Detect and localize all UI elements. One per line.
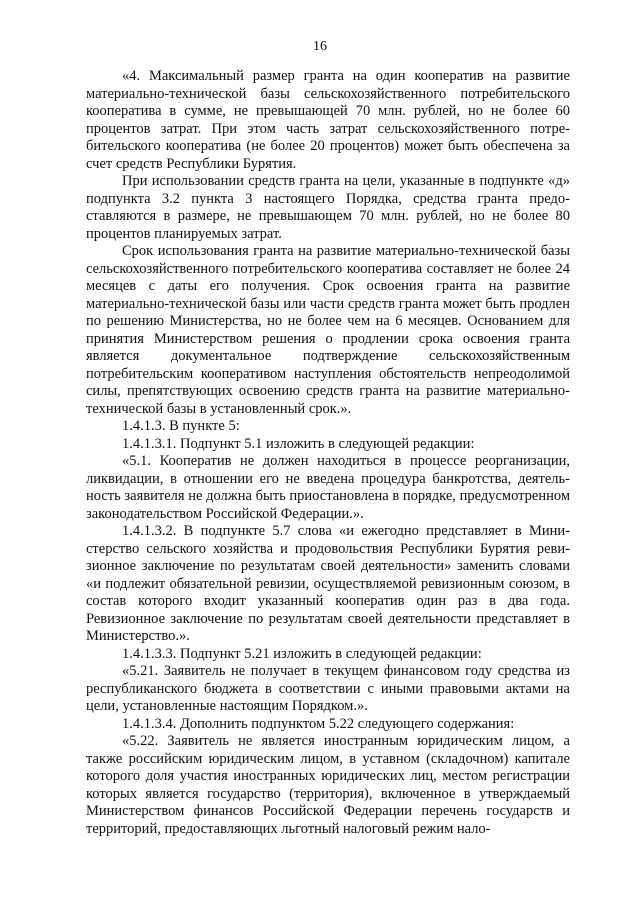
paragraph-item-1-4-1-3-1: 1.4.1.3.1. Подпункт 5.1 изложить в следующей редакции: bbox=[122, 435, 475, 452]
paragraph-item-1-4-1-3-2: 1.4.1.3.2. В подпункте 5.7 слова «и ежегодно представляет в Министерство сельского хозяйства и продовольствия Республики Бурятия ревизионное заключение по результатам своей деятельности» заменить словами «и подлежит обязательной ревизии, осуществляемой ревизионным союзом, в состав которого входит указанный кооператив один раз в два года. Ревизионное заключение по результатам своей деятельности представляет в Министерство.». bbox=[86, 523, 570, 644]
document-body bbox=[86, 68, 570, 838]
paragraph-grant-max-size: «4. Максимальный размер гранта на один кооператив на развитие материально-технической базы сельскохозяйственного потребительского кооператива в сумме, не превышающей 70 млн. рублей, но не более 60 процентов затрат. При этом часть затрат сельскохозяйственного потребительского кооператива (не более 20 процентов) может быть обеспечена за счет средств Республики Бурятия. bbox=[86, 68, 570, 172]
paragraph-item-1-4-1-3: 1.4.1.3. В пункте 5: bbox=[122, 418, 240, 434]
paragraph-grant-use-subitem-d: При использовании средств гранта на цели, указанные в подпункте «д» подпункта 3.2 пункта 3 настоящего Порядка, средства гранта предоставляются в размере, не превышающем 70 млн. рублей, но не более 80 процентов планируемых затрат. bbox=[86, 173, 570, 242]
paragraph-subitem-5-22: «5.22. Заявитель не является иностранным юридическим лицом, а также российским юридическим лицом, в уставном (складочном) капитале которого доля участия иностранных юридических лиц, местом регистрации которых является государство (территория), включенное в утверждаемый Министерством финансов Российской Федерации перечень государств и территорий, предоставляющих льготный налоговый режим нало- bbox=[86, 733, 570, 837]
paragraph-grant-usage-period: Срок использования гранта на развитие материально-технической базы сельскохозяйственного потребительского кооператива составляет не более 24 месяцев с даты его получения. Срок освоения гранта на развитие материально-технической базы или части средств гранта может быть продлен по решению Министерства, но не более чем на 6 месяцев. Основанием для принятия Министерством решения о продлении срока освоения гранта является документальное подтверждение сельскохозяйственным потребительским кооперативом наступления обстоятельств непреодолимой силы, препятствующих освоению средств гранта на развитие материально-технической базы в установленный срок.». bbox=[86, 243, 570, 417]
paragraph-subitem-5-21: «5.21. Заявитель не получает в текущем финансовом году средства из республиканского бюджета в соответствии с иными правовыми актами на цели, установленные настоящим Порядком.». bbox=[86, 663, 570, 714]
paragraph-item-1-4-1-3-3: 1.4.1.3.3. Подпункт 5.21 изложить в следующей редакции: bbox=[122, 645, 482, 662]
paragraph-subitem-5-1: «5.1. Кооператив не должен находиться в процессе реорганизации, ликвидации, в отношении его не введена процедура банкротства, деятельность заявителя не должна быть приостановлена в порядке, предусмотренном законодательством Российской Федерации.». bbox=[86, 453, 570, 522]
paragraph-item-1-4-1-3-4: 1.4.1.3.4. Дополнить подпунктом 5.22 следующего содержания: bbox=[122, 715, 515, 732]
page-number: 16 bbox=[313, 39, 327, 54]
